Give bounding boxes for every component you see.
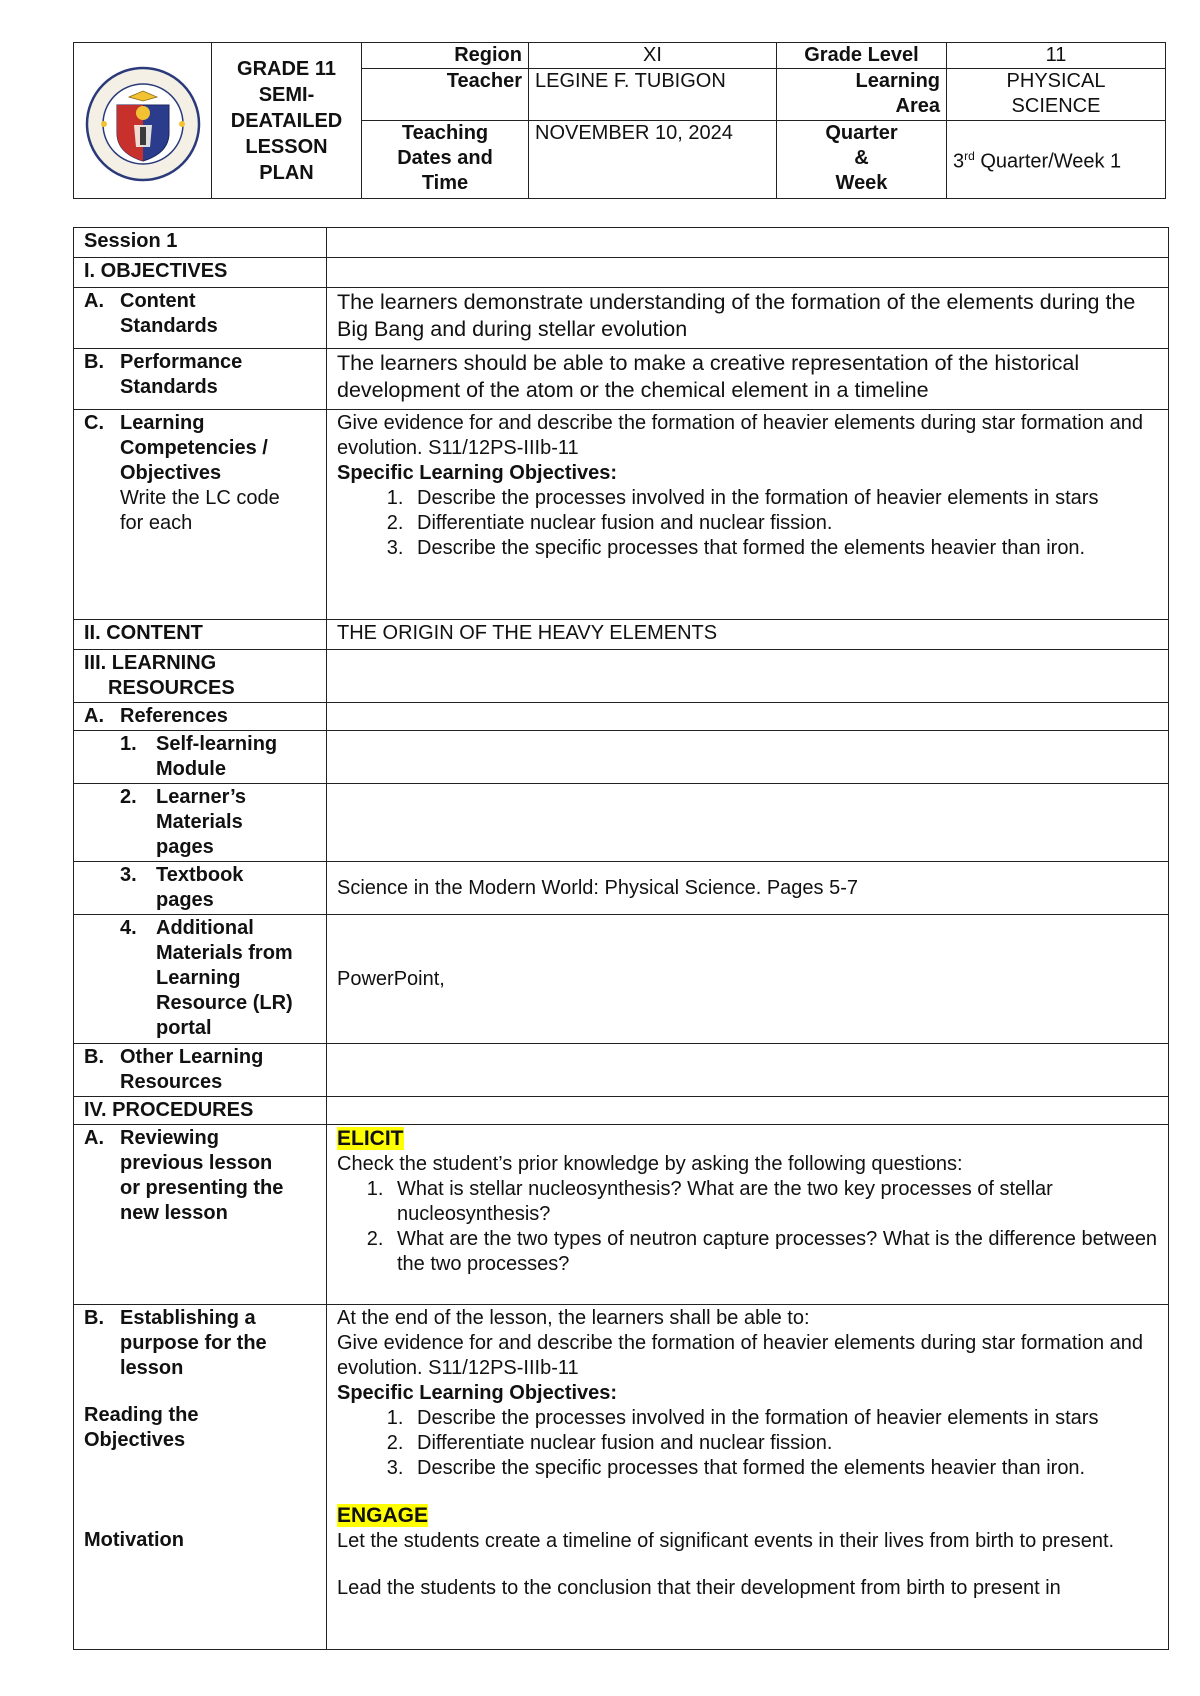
- teaching-dates-label: Teaching Dates and Time: [362, 121, 529, 199]
- teacher-value: LEGINE F. TUBIGON: [529, 69, 777, 121]
- engage-tag: ENGAGE: [337, 1504, 429, 1527]
- objectives-heading: I. OBJECTIVES: [74, 258, 327, 288]
- self-learning-module-label: 1. Self-learning Module: [74, 731, 327, 784]
- logo-cell: [74, 43, 212, 199]
- procedures-heading: IV. PROCEDURES: [74, 1097, 327, 1125]
- specific-objectives-list: [337, 486, 1158, 561]
- elicit-questions-list: [337, 1177, 1158, 1277]
- competencies-text: Give evidence for and describe the formation of heavier elements during star formation and evolution. S11/12PS-IIIb-11 Specific Learning Objectives: 1. Describe the processes involved in the formation of heavier elements in stars 2. Differentiate nuclear fusion and nuclear fission. 3. Describe the specific processes that formed the elements heavier than iron.: [327, 410, 1169, 620]
- document-title: GRADE 11 SEMI- DEATAILED LESSON PLAN: [212, 43, 362, 199]
- performance-standards-text: The learners should be able to make a creative representation of the historical development of the atom or the chemical element in a timeline: [327, 349, 1169, 410]
- grade-level-value: 11: [947, 43, 1166, 69]
- elicit-section: ELICIT Check the student’s prior knowledge by asking the following questions: 1. What is stellar nucleosynthesis? What are the two key processes of stellar nucleosynthesis? 2. What are the two types of neutron capture processes? What is the difference between the two processes?: [327, 1125, 1169, 1305]
- learning-area-value: PHYSICAL SCIENCE: [947, 69, 1166, 121]
- specific-objectives-list-2: [337, 1406, 1158, 1481]
- reading-objectives-label: Reading the Objectives: [84, 1404, 199, 1451]
- list-item: 1. What is stellar nucleosynthesis? What are the two key processes of stellar nucleosynthesis?: [389, 1177, 1158, 1227]
- learners-materials-value: [327, 784, 1169, 862]
- textbook-pages-label: 3. Textbook pages: [74, 862, 327, 915]
- list-item: 3. Describe the specific processes that formed the elements heavier than iron.: [409, 536, 1158, 561]
- header-table: [73, 42, 1166, 199]
- learning-resources-heading: III. LEARNING RESOURCES: [74, 650, 327, 703]
- learners-materials-label: 2. Learner’s Materials pages: [74, 784, 327, 862]
- region-value: XI: [529, 43, 777, 69]
- content-heading: II. CONTENT: [74, 620, 327, 650]
- motivation-label: Motivation: [84, 1529, 184, 1551]
- teaching-dates-value: NOVEMBER 10, 2024: [529, 121, 777, 199]
- reviewing-lesson-label: A. Reviewing previous lesson or presenting the new lesson: [74, 1125, 327, 1305]
- list-item: 2. Differentiate nuclear fusion and nuclear fission.: [409, 1431, 1158, 1456]
- grade-level-label: Grade Level: [777, 43, 947, 69]
- quarter-week-value: 3rd Quarter/Week 1: [947, 121, 1166, 199]
- list-item: 1. Describe the processes involved in the formation of heavier elements in stars: [409, 486, 1158, 511]
- list-item: 2. Differentiate nuclear fusion and nuclear fission.: [409, 511, 1158, 536]
- content-value: THE ORIGIN OF THE HEAVY ELEMENTS: [327, 620, 1169, 650]
- session-value: [327, 228, 1169, 258]
- region-label: Region: [362, 43, 529, 69]
- competencies-label: C. Learning Competencies / Objectives Write the LC code for each: [74, 410, 327, 620]
- additional-materials-value: PowerPoint,: [327, 915, 1169, 1044]
- deped-seal-logo: [84, 65, 202, 183]
- references-label: A. References: [74, 703, 327, 731]
- additional-materials-label: 4. Additional Materials from Learning Resource (LR) portal: [74, 915, 327, 1044]
- establishing-purpose-label: B. Establishing a purpose for the lesson Reading the Objectives Motivation: [74, 1305, 327, 1650]
- textbook-pages-value: Science in the Modern World: Physical Science. Pages 5-7: [327, 862, 1169, 915]
- quarter-week-label: Quarter & Week: [777, 121, 947, 199]
- teacher-label: Teacher: [362, 69, 529, 121]
- performance-standards-label: B. Performance Standards: [74, 349, 327, 410]
- session-label: Session 1: [74, 228, 327, 258]
- content-standards-text: The learners demonstrate understanding of the formation of the elements during the Big Bang and during stellar evolution: [327, 288, 1169, 349]
- list-item: 1. Describe the processes involved in the formation of heavier elements in stars: [409, 1406, 1158, 1431]
- elicit-tag: ELICIT: [337, 1127, 404, 1150]
- list-item: 2. What are the two types of neutron capture processes? What is the difference between the two processes?: [389, 1227, 1158, 1277]
- establishing-purpose-text: At the end of the lesson, the learners shall be able to: Give evidence for and describe the formation of heavier elements during star formation and evolution. S11/12PS-IIIb-11 Specific Learning Objectives: 1. Describe the processes involved in the formation of heavier elements in stars 2. Differentiate nuclear fusion and nuclear fission. 3. Describe the specific processes that formed the elements heavier than iron. ENGAGE Let the students create a timeline of significant events in their lives from birth to present. Lead the students to the conclusion that their development from birth to present in: [327, 1305, 1169, 1650]
- content-standards-label: A. Content Standards: [74, 288, 327, 349]
- list-item: 3. Describe the specific processes that formed the elements heavier than iron.: [409, 1456, 1158, 1481]
- learning-area-label: Learning Area: [777, 69, 947, 121]
- self-learning-module-value: [327, 731, 1169, 784]
- lesson-plan-table: [73, 227, 1169, 1650]
- other-resources-label: B. Other Learning Resources: [74, 1044, 327, 1097]
